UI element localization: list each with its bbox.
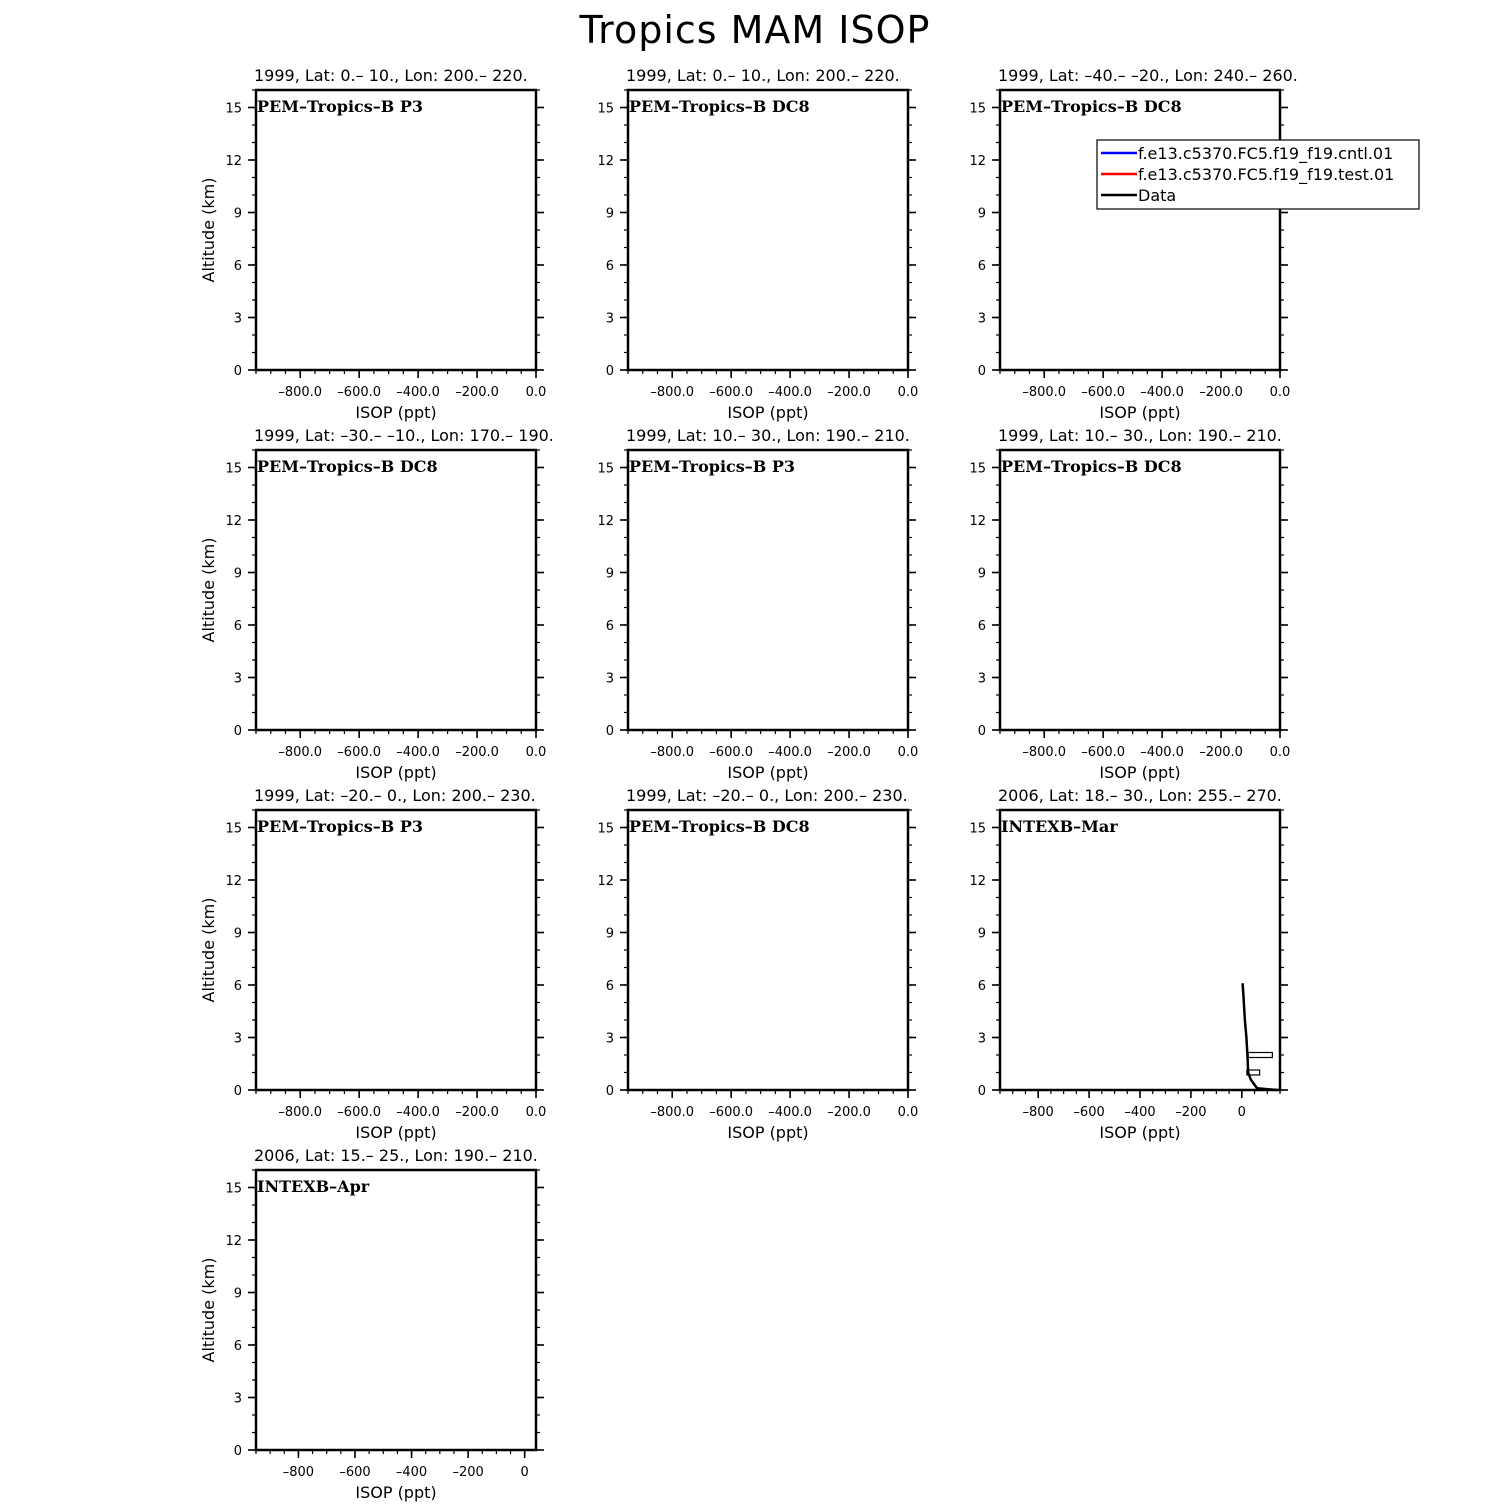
panel-title: 1999, Lat: 0.– 10., Lon: 200.– 220. [626,66,900,85]
panel-2 [597,66,918,422]
panel-4 [199,426,554,782]
campaign-label: PEM–Tropics–B DC8 [1001,97,1182,116]
x-tick-label: –600.0 [337,385,382,400]
x-tick-label: –400.0 [768,745,812,760]
y-tick-label: 3 [977,1031,986,1047]
y-tick-label: 0 [233,1084,242,1099]
x-axis-label: ISOP (ppt) [727,403,809,422]
x-tick-label: 0 [1237,1105,1246,1120]
x-tick-label: –800.0 [1022,745,1067,760]
y-tick-label: 15 [225,101,242,117]
y-tick-label: 9 [233,1286,242,1302]
x-axis-label: ISOP (ppt) [727,1123,809,1142]
y-tick-label: 3 [233,311,242,327]
x-tick-label: –800 [282,1465,315,1480]
y-tick-label: 9 [605,566,614,582]
campaign-label: INTEXB–Mar [1001,817,1118,836]
y-tick-label: 9 [605,206,614,222]
panel-9 [969,786,1288,1142]
y-tick-label: 6 [977,619,986,634]
x-tick-label: –800.0 [278,1105,323,1120]
x-tick-label: –600.0 [337,1105,382,1120]
y-tick-label: 9 [977,206,986,222]
x-axis-label: ISOP (ppt) [1099,763,1181,782]
y-tick-label: 12 [597,154,614,169]
x-tick-label: –200.0 [455,745,499,760]
x-axis-label: ISOP (ppt) [1099,1123,1181,1142]
y-tick-label: 12 [225,514,242,529]
x-tick-label: –200.0 [455,385,499,400]
x-tick-label: –200.0 [827,745,871,760]
plot-frame [628,810,908,1090]
panel-title: 2006, Lat: 15.– 25., Lon: 190.– 210. [254,1146,538,1165]
plot-frame [256,1170,536,1450]
x-tick-label: –400.0 [396,385,440,400]
y-axis-label: Altitude (km) [199,1257,218,1363]
x-tick-label: 0.0 [897,745,919,760]
y-tick-label: 6 [233,979,242,994]
y-tick-label: 12 [597,514,614,529]
panel-5 [597,426,918,782]
y-tick-label: 0 [977,1084,986,1099]
y-tick-label: 3 [605,671,614,687]
legend-label: Data [1138,186,1177,205]
y-tick-label: 9 [233,206,242,222]
y-tick-label: 15 [597,461,614,477]
campaign-label: PEM–Tropics–B P3 [257,817,424,836]
y-tick-label: 6 [977,259,986,274]
panel-6 [969,426,1290,782]
x-tick-label: –800.0 [650,385,695,400]
panel-title: 2006, Lat: 18.– 30., Lon: 255.– 270. [998,786,1282,805]
y-axis-label: Altitude (km) [199,537,218,643]
y-tick-label: 6 [605,619,614,634]
campaign-label: PEM–Tropics–B DC8 [629,97,810,116]
x-tick-label: –600.0 [709,1105,754,1120]
y-tick-label: 0 [605,364,614,379]
page-title: Tropics MAM ISOP [579,8,931,52]
y-tick-label: 6 [977,979,986,994]
y-tick-label: 9 [605,926,614,942]
x-tick-label: –400.0 [396,1105,440,1120]
x-tick-label: 0.0 [525,385,547,400]
x-tick-label: –200.0 [827,385,871,400]
x-axis-label: ISOP (ppt) [1099,403,1181,422]
x-tick-label: –400.0 [1140,745,1184,760]
x-tick-label: –200.0 [1199,385,1243,400]
campaign-label: PEM–Tropics–B DC8 [1001,457,1182,476]
plot-frame [628,450,908,730]
panel-title: 1999, Lat: –40.– –20., Lon: 240.– 260. [998,66,1298,85]
panel-7 [199,786,546,1142]
plot-frame [628,90,908,370]
y-tick-label: 3 [977,671,986,687]
x-tick-label: –400 [395,1465,428,1480]
x-tick-label: –800.0 [278,745,323,760]
y-tick-label: 15 [597,101,614,117]
plot-frame [1000,810,1280,1090]
x-tick-label: –600.0 [1081,745,1126,760]
y-tick-label: 15 [969,461,986,477]
y-tick-label: 3 [233,1391,242,1407]
x-axis-label: ISOP (ppt) [355,1123,437,1142]
y-tick-label: 3 [605,1031,614,1047]
legend-label: f.e13.c5370.FC5.f19_f19.test.01 [1138,165,1395,184]
panel-title: 1999, Lat: –30.– –10., Lon: 170.– 190. [254,426,554,445]
panel-title: 1999, Lat: 0.– 10., Lon: 200.– 220. [254,66,528,85]
x-axis-label: ISOP (ppt) [355,1483,437,1502]
plot-frame [256,450,536,730]
x-tick-label: –600.0 [709,385,754,400]
x-tick-label: –800.0 [278,385,323,400]
x-tick-label: –400.0 [768,1105,812,1120]
y-tick-label: 3 [233,1031,242,1047]
x-tick-label: –200.0 [1199,745,1243,760]
y-tick-label: 9 [233,926,242,942]
y-tick-label: 12 [225,154,242,169]
y-tick-label: 12 [969,874,986,889]
panel-title: 1999, Lat: 10.– 30., Lon: 190.– 210. [998,426,1282,445]
campaign-label: INTEXB–Apr [257,1177,370,1196]
y-tick-label: 6 [233,619,242,634]
x-tick-label: –400.0 [396,745,440,760]
x-axis-label: ISOP (ppt) [355,763,437,782]
y-tick-label: 0 [977,724,986,739]
y-tick-label: 15 [969,101,986,117]
panel-title: 1999, Lat: –20.– 0., Lon: 200.– 230. [254,786,536,805]
y-tick-label: 3 [605,311,614,327]
plot-frame [256,810,536,1090]
y-tick-label: 9 [977,566,986,582]
y-tick-label: 0 [233,724,242,739]
x-tick-label: 0.0 [525,745,547,760]
x-tick-label: 0.0 [1269,745,1291,760]
y-tick-label: 12 [597,874,614,889]
y-tick-label: 0 [977,364,986,379]
y-tick-label: 15 [225,1181,242,1197]
y-tick-label: 6 [605,259,614,274]
x-tick-label: 0.0 [1269,385,1291,400]
y-tick-label: 0 [233,364,242,379]
y-tick-label: 3 [233,671,242,687]
x-tick-label: –600 [1073,1105,1105,1120]
x-tick-label: –200.0 [827,1105,871,1120]
y-tick-label: 15 [597,821,614,837]
legend-label: f.e13.c5370.FC5.f19_f19.cntl.01 [1138,144,1394,163]
y-tick-label: 0 [605,1084,614,1099]
y-tick-label: 12 [225,1234,242,1249]
panel-title: 1999, Lat: 10.– 30., Lon: 190.– 210. [626,426,910,445]
y-tick-label: 12 [969,154,986,169]
x-tick-label: –400 [1124,1105,1156,1120]
x-tick-label: 0.0 [525,1105,547,1120]
y-tick-label: 3 [977,311,986,327]
y-axis-label: Altitude (km) [199,177,218,283]
x-tick-label: –800.0 [1022,385,1067,400]
panel-10 [199,1146,544,1502]
x-tick-label: 0 [520,1465,529,1480]
y-tick-label: 6 [233,259,242,274]
campaign-label: PEM–Tropics–B P3 [629,457,796,476]
y-tick-label: 6 [605,979,614,994]
plot-frame [256,90,536,370]
plot-frame [1000,450,1280,730]
y-tick-label: 12 [225,874,242,889]
y-tick-label: 9 [233,566,242,582]
x-axis-label: ISOP (ppt) [727,763,809,782]
data-range-box [1248,1053,1272,1058]
y-tick-label: 12 [969,514,986,529]
panel-8 [597,786,918,1142]
x-axis-label: ISOP (ppt) [355,403,437,422]
plot-frame [1000,90,1280,370]
x-tick-label: –800.0 [650,745,695,760]
x-tick-label: 0.0 [897,385,919,400]
y-tick-label: 6 [233,1339,242,1354]
x-tick-label: –200 [1175,1105,1207,1120]
y-tick-label: 15 [225,461,242,477]
campaign-label: PEM–Tropics–B DC8 [629,817,810,836]
y-tick-label: 0 [233,1444,242,1459]
x-tick-label: –800 [1022,1105,1054,1120]
x-tick-label: 0.0 [897,1105,919,1120]
x-tick-label: –400.0 [768,385,812,400]
x-tick-label: –600 [339,1465,371,1480]
legend [1097,140,1419,209]
campaign-label: PEM–Tropics–B DC8 [257,457,438,476]
x-tick-label: –600.0 [1081,385,1126,400]
panel-title: 1999, Lat: –20.– 0., Lon: 200.– 230. [626,786,908,805]
x-tick-label: –800.0 [650,1105,695,1120]
y-tick-label: 15 [969,821,986,837]
x-tick-label: –400.0 [1140,385,1184,400]
x-tick-label: –200 [452,1465,484,1480]
campaign-label: PEM–Tropics–B P3 [257,97,424,116]
y-axis-label: Altitude (km) [199,897,218,1003]
y-tick-label: 15 [225,821,242,837]
y-tick-label: 0 [605,724,614,739]
x-tick-label: –600.0 [337,745,382,760]
x-tick-label: –200.0 [455,1105,499,1120]
x-tick-label: –600.0 [709,745,754,760]
y-tick-label: 9 [977,926,986,942]
panel-1 [199,66,546,422]
panel-3 [969,66,1419,422]
